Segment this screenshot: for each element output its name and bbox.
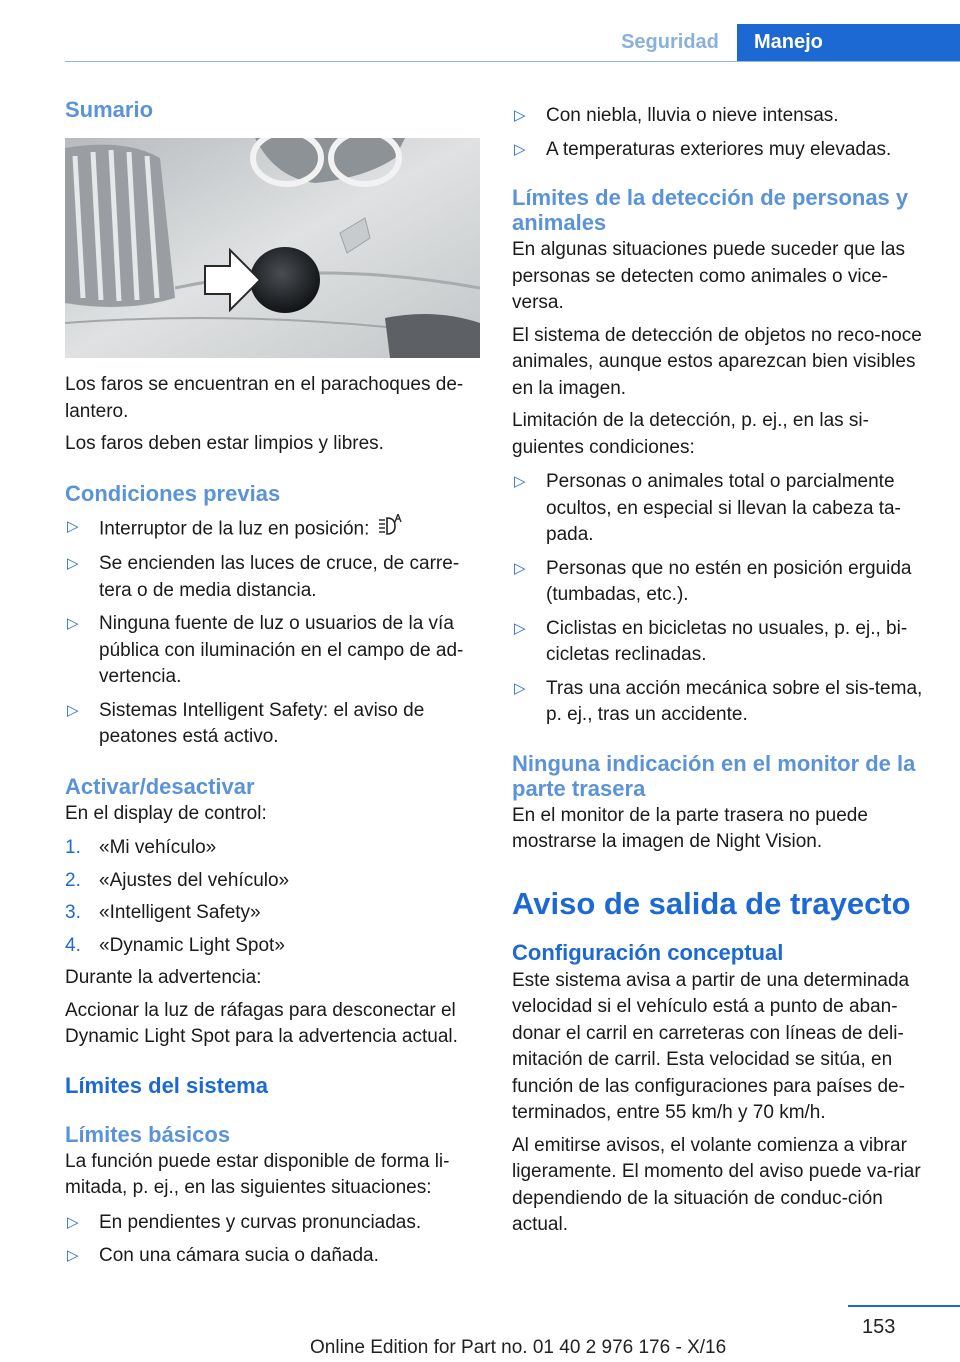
tab-seguridad[interactable]: Seguridad — [621, 31, 719, 53]
header-divider — [65, 61, 960, 62]
heading-basicos: Límites básicos — [65, 1121, 231, 1147]
list-item: 3. «Intelligent Safety» — [65, 902, 261, 923]
heading-deteccion: Límites de la detección de personas y animales — [512, 185, 909, 235]
list-item: 1. «Mi vehículo» — [65, 837, 217, 858]
list-item: ▷ Ciclistas en bicicletas no usuales, p. ej., bi-cicletas reclinadas. — [514, 617, 908, 665]
heading-activar: Activar/desactivar — [65, 773, 255, 799]
monitor-text: En el monitor de la parte trasera no puede mostrarse la imagen de Night Vision. — [512, 804, 868, 852]
list-item: 4. «Dynamic Light Spot» — [65, 934, 285, 956]
triangle-bullet-icon: ▷ — [514, 559, 526, 577]
heading-configuracion: Configuración conceptual — [512, 939, 784, 965]
durante-text: Durante la advertencia: — [65, 967, 262, 988]
list-item: ▷ Ninguna fuente de luz o usuarios de la vía pública con iluminación en el campo de ad-vertencia. — [67, 613, 464, 687]
triangle-bullet-icon: ▷ — [514, 473, 526, 490]
footer-divider — [848, 1305, 960, 1307]
edition-note: Online Edition for Part no. 01 40 2 976 176 - X/16 — [310, 1337, 727, 1358]
list-item: ▷ Interruptor de la luz en posición: — [65, 514, 480, 545]
headlight-auto-icon — [377, 514, 403, 545]
list-item: ▷ Con una cámara sucia o dañada. — [65, 1243, 480, 1270]
heading-aviso-salida: Aviso de salida de trayecto — [512, 885, 911, 921]
figure-caption-1: Los faros se encuentran en el parachoques de-lantero. — [65, 374, 464, 422]
list-item: ▷ En pendientes y curvas pronunciadas. — [65, 1210, 480, 1237]
deteccion-p1: En algunas situaciones puede suceder que las personas se detecten como animales o vice-versa. — [512, 239, 905, 313]
heading-monitor: Ninguna indicación en el monitor de la parte trasera — [512, 750, 916, 801]
list-item: 2. «Ajustes del vehículo» — [65, 869, 290, 891]
deteccion-p2: El sistema de detección de objetos no reco-noce animales, aunque estos aparezcan bien visibles en la imagen. — [512, 324, 922, 399]
config-p1: Este sistema avisa a partir de una determinada velocidad si el vehículo está a punto de aban-donar el carril en carreteras con líneas de deli-mitación de carril. Esta velocidad se sitúa, en función de las configuraciones para países de-terminados, entre 55 km/h y 70 km/h. — [512, 969, 910, 1123]
steps-list — [65, 835, 480, 959]
list-item: ▷ Se encienden las luces de cruce, de carre-tera o de media distancia. — [67, 553, 460, 601]
right-column — [512, 103, 927, 1239]
triangle-bullet-icon: ▷ — [67, 517, 79, 535]
list-item: ▷ Sistemas Intelligent Safety: el aviso de peatones está activo. — [67, 699, 425, 747]
triangle-bullet-icon: ▷ — [67, 1213, 79, 1231]
left-column — [65, 96, 480, 1270]
triangle-bullet-icon: ▷ — [514, 107, 526, 124]
triangle-bullet-icon: ▷ — [514, 140, 526, 158]
headlight-figure — [65, 138, 480, 358]
list-item: ▷ A temperaturas exteriores muy elevadas. — [512, 137, 927, 164]
deteccion-p3: Limitación de la detección, p. ej., en las si-guientes condiciones: — [512, 410, 869, 458]
deteccion-list — [512, 469, 927, 729]
basicos-text: La función puede estar disponible de forma li-mitada, p. ej., en las siguientes situaciones: — [65, 1150, 450, 1198]
page-number: 153 — [862, 1316, 896, 1338]
list-item: ▷ Tras una acción mecánica sobre el sis-tema, p. ej., tras un accidente. — [514, 677, 923, 725]
condiciones-list — [65, 514, 480, 751]
list-item: ▷ Con niebla, lluvia o nieve intensas. — [512, 103, 927, 130]
config-p2: Al emitirse avisos, el volante comienza a vibrar ligeramente. El momento del aviso puede va-riar dependiendo de la situación de conduc-ción actual. — [512, 1134, 921, 1235]
triangle-bullet-icon: ▷ — [514, 619, 526, 637]
list-item: ▷ Personas o animales total o parcialmente ocultos, en especial si llevan la cabeza ta-pada. — [514, 471, 901, 545]
figure-caption-2: Los faros deben estar limpios y libres. — [65, 433, 384, 454]
triangle-bullet-icon: ▷ — [67, 615, 79, 632]
triangle-bullet-icon: ▷ — [514, 679, 526, 697]
triangle-bullet-icon: ▷ — [67, 1247, 79, 1264]
list-item: ▷ Personas que no estén en posición erguida (tumbadas, etc.). — [514, 557, 912, 605]
triangle-bullet-icon: ▷ — [67, 701, 79, 719]
heading-sumario: Sumario — [65, 97, 154, 122]
headlight-illustration — [65, 138, 480, 358]
conditions-list-continued — [512, 103, 927, 163]
activar-intro: En el display de control: — [65, 802, 267, 824]
tab-manejo[interactable]: Manejo — [737, 24, 960, 61]
accionar-text: Accionar la luz de ráfagas para desconectar el Dynamic Light Spot para la advertencia actual. — [65, 999, 458, 1047]
triangle-bullet-icon: ▷ — [67, 555, 79, 572]
heading-condiciones: Condiciones previas — [65, 480, 281, 506]
basicos-list — [65, 1210, 480, 1270]
heading-limites: Límites del sistema — [65, 1072, 268, 1098]
